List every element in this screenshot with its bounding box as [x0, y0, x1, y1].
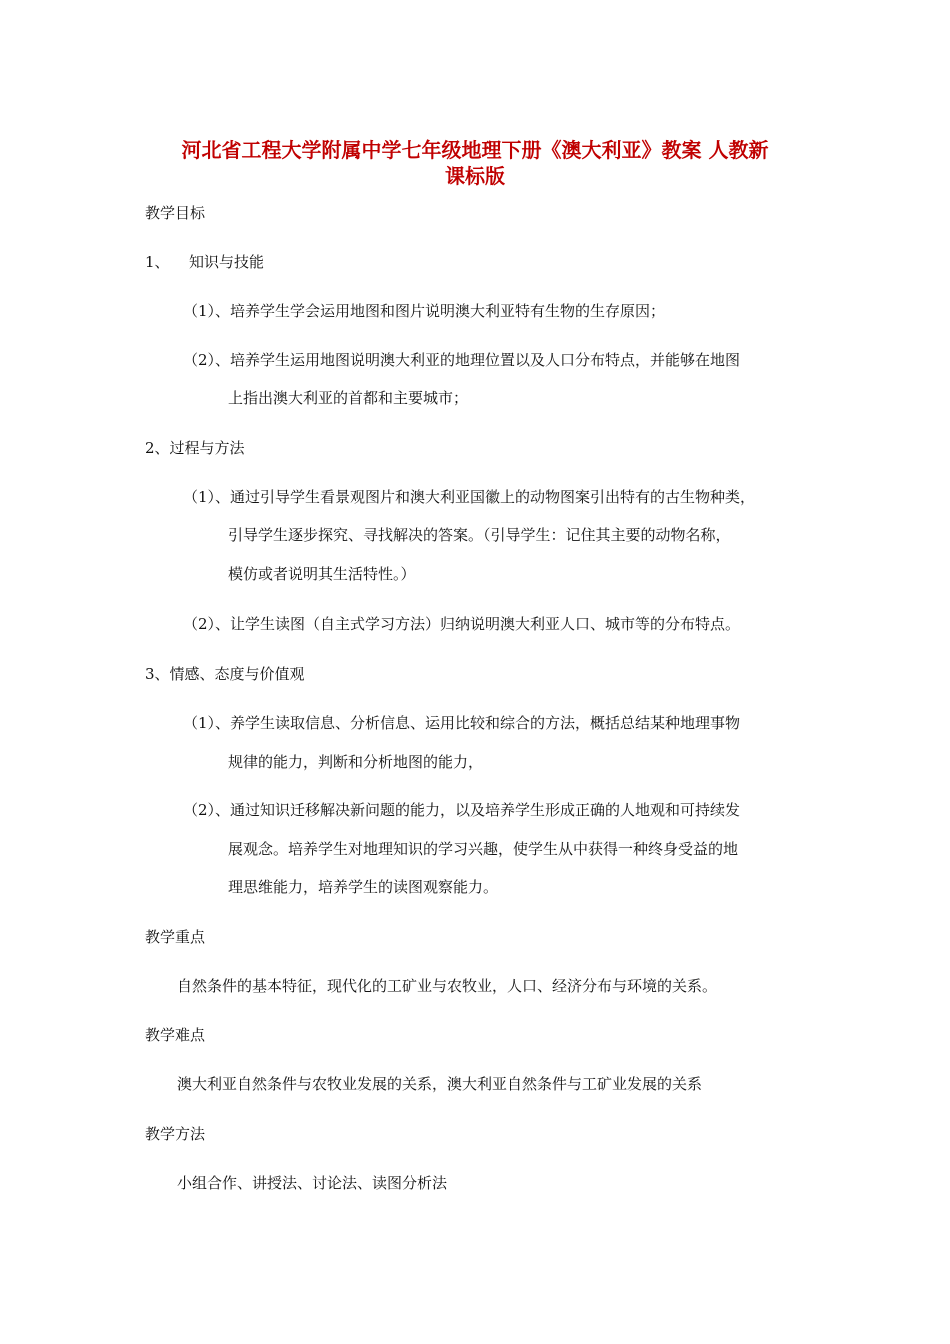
difficulties-heading: 教学难点: [145, 1026, 206, 1044]
methods-heading: 教学方法: [145, 1125, 206, 1143]
section-1-item-2-line-2: 上指出澳大利亚的首都和主要城市；: [228, 389, 469, 407]
section-3-item-1-line-1: （1）、养学生读取信息、分析信息、运用比较和综合的方法，概括总结某种地理事物: [183, 714, 741, 732]
section-3-item-1-line-2: 规律的能力，判断和分析地图的能力，: [228, 753, 484, 771]
section-2-item-1-line-3: 模仿或者说明其生活特性。）: [228, 565, 416, 583]
section-3-item-2-line-3: 理思维能力，培养学生的读图观察能力。: [228, 878, 499, 896]
section-1-item-1: （1）、培养学生学会运用地图和图片说明澳大利亚特有生物的生存原因；: [183, 302, 666, 320]
section-2-item-1-line-2: 引导学生逐步探究、寻找解决的答案。（引导学生：记住其主要的动物名称，: [228, 526, 731, 544]
document-title-line-2: 课标版: [445, 164, 505, 188]
methods-text: 小组合作、讲授法、讨论法、读图分析法: [177, 1174, 448, 1192]
difficulties-text: 澳大利亚自然条件与农牧业发展的关系，澳大利亚自然条件与工矿业发展的关系: [177, 1075, 703, 1093]
section-2-heading: 2、过程与方法: [145, 439, 245, 457]
key-points-heading: 教学重点: [145, 928, 206, 946]
section-3-item-2-line-2: 展观念。培养学生对地理知识的学习兴趣，使学生从中获得一种终身受益的地: [228, 840, 739, 858]
section-1-heading: [145, 252, 264, 272]
key-points-text: 自然条件的基本特征，现代化的工矿业与农牧业，人口、经济分布与环境的关系。: [177, 977, 718, 995]
section-3-heading: 3、情感、态度与价值观: [145, 665, 305, 683]
objectives-heading: 教学目标: [145, 204, 206, 222]
section-1-number: 1、: [145, 253, 170, 271]
section-1-item-2-line-1: （2）、培养学生运用地图说明澳大利亚的地理位置以及人口分布特点，并能够在地图: [183, 351, 741, 369]
section-2-item-2: （2）、让学生读图（自主式学习方法）归纳说明澳大利亚人口、城市等的分布特点。: [183, 615, 741, 633]
section-1-title: 知识与技能: [189, 253, 265, 271]
section-3-item-2-line-1: （2）、通过知识迁移解决新问题的能力，以及培养学生形成正确的人地观和可持续发: [183, 801, 741, 819]
document-title-line-1: 河北省工程大学附属中学七年级地理下册《澳大利亚》教案 人教新: [181, 138, 769, 162]
section-2-item-1-line-1: （1）、通过引导学生看景观图片和澳大利亚国徽上的动物图案引出特有的古生物种类，: [183, 488, 756, 506]
